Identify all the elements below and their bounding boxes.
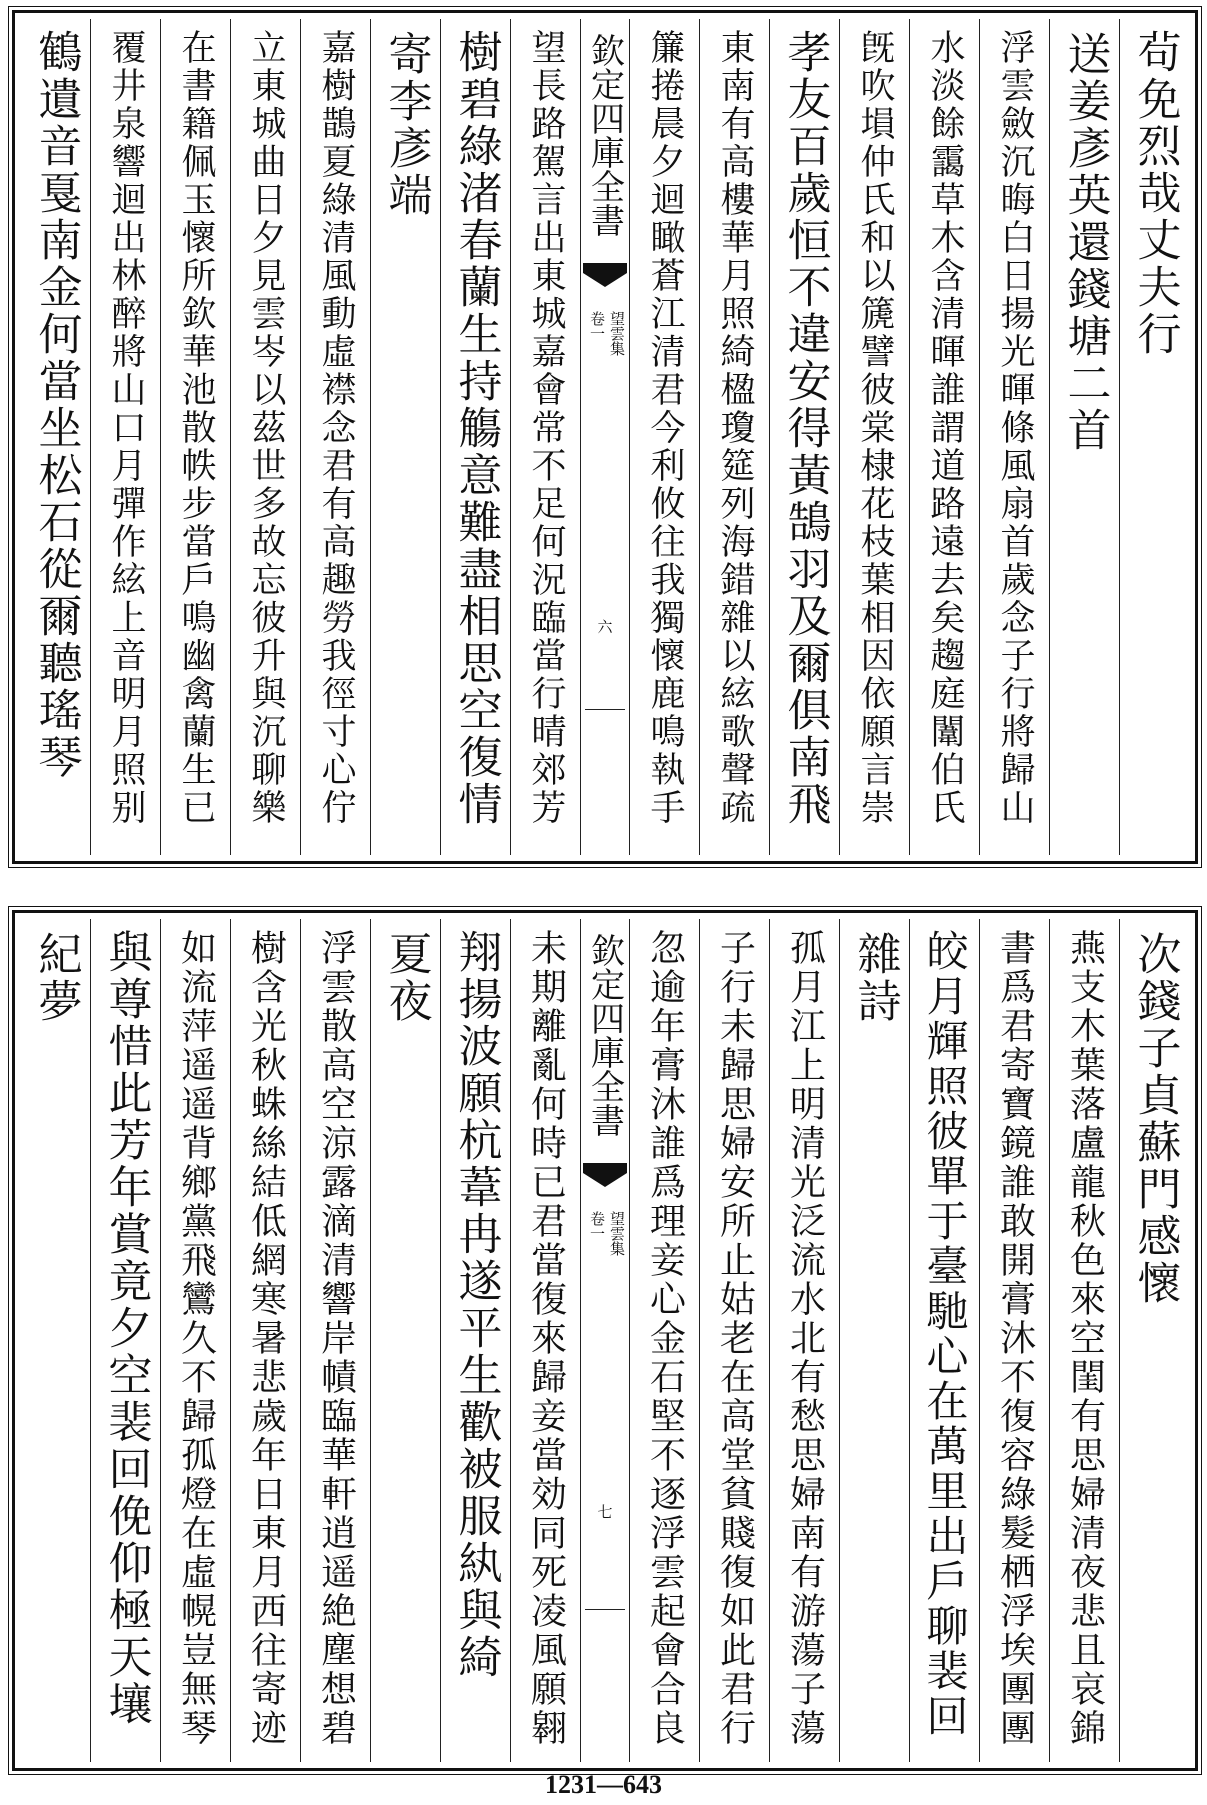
poem-title: 紀夢 [30,931,82,1025]
verse-line: 簾捲晨夕迴瞰蒼江清君今利攸往我獨懷鹿鳴執手 [645,29,685,827]
poem-title-column [839,919,909,1762]
verse-line: 水淡餘靄草木含清暉誰謂道路遠去矣趨庭闈伯氏 [925,29,965,827]
text-column [440,19,510,855]
lower-page [12,910,1198,1771]
text-column [230,19,300,855]
text-column [839,19,909,855]
center-fold-column [580,919,629,1762]
verse-line: 樹碧綠渚春蘭生持觴意難盡相思空復情 [450,29,502,828]
verse-line: 在書籍佩玉懷所欽華池散帙步當戶鳴幽禽蘭生已 [176,29,216,827]
center-rule [585,709,625,710]
collection-name: 望雲集 [608,1211,626,1256]
poem-title-column [21,919,90,1762]
verse-line: 茍免烈哉丈夫行 [1129,29,1181,358]
text-column [699,919,769,1762]
poem-title-column [370,19,440,855]
center-fold-column [580,19,629,855]
text-column [230,919,300,1762]
verse-line: 書爲君寄寶鏡誰敢開膏沐不復容綠髮栖浮埃團團 [994,929,1036,1748]
verse-line: 嘉樹鵲夏綠清風動虛襟念君有高趣勞我徑寸心佇 [316,29,356,827]
lower-page-columns [21,919,1189,1762]
text-column [909,919,979,1762]
text-column [300,19,370,855]
text-column [1119,19,1189,855]
verse-line: 樹含光秋蛛絲結低網寒暑悲歲年日東月西往寄迹 [245,929,287,1748]
chapter-label: 卷一 [588,311,606,341]
text-column [90,919,160,1762]
poem-title-column [1119,919,1189,1762]
text-column [160,19,230,855]
text-column [1049,919,1119,1762]
text-column [769,919,839,1762]
poem-title: 雜詩 [849,931,901,1025]
text-column [300,919,370,1762]
text-column [440,919,510,1762]
fishtail-mark [581,263,629,289]
page-code: 1231—643 [545,1770,662,1799]
poem-title-column [1049,19,1119,855]
poem-title-column [370,919,440,1762]
verse-line: 孤月江上明清光泛流水北有愁思婦南有游蕩子蕩 [784,929,826,1748]
text-column [699,19,769,855]
text-column [629,919,699,1762]
verse-line: 孝友百歲恒不違安得黃鵠羽及爾俱南飛 [779,29,831,828]
poem-title: 送姜彥英還錢塘二首 [1059,31,1111,454]
poem-title: 寄李彥端 [380,31,432,219]
verse-line: 如流萍遥遥背鄉黨飛鸞久不歸孤燈在虛幌豈無琴 [175,929,217,1748]
verse-line: 旣吹塤仲氏和以篪譬彼棠棣花枝葉相因依願言崇 [855,29,895,827]
text-column [979,919,1049,1762]
text-column [909,19,979,855]
text-column [510,919,580,1762]
verse-line: 忽逾年膏沐誰爲理妾心金石堅不逐浮雲起會合良 [644,929,686,1748]
verse-line: 未期離亂何時已君當復來歸妾當効同死凌風願翱 [525,929,567,1748]
verse-line: 浮雲斂沉晦白日揚光暉條風扇首歲念子行將歸山 [995,29,1035,827]
verse-line: 東南有高樓華月照綺楹瓊筵列海錯雜以絃歌聲疏 [715,29,755,827]
verse-line: 鶴遺音戛南金何當坐松石從爾聽瑤琴 [30,29,82,781]
text-column [979,19,1049,855]
upper-page [12,10,1198,864]
verse-line: 望長路駕言出東城嘉會常不足何況臨當行晴郊芳 [526,29,566,827]
book-title: 欽定四庫全書 [584,33,625,237]
text-column [769,19,839,855]
collection-name: 望雲集 [608,311,626,356]
text-column [90,19,160,855]
poem-title: 次錢子貞蘇門感懷 [1129,931,1181,1307]
chapter-label: 卷一 [588,1211,606,1241]
verse-line: 浮雲散高空涼露滴清響岸幘臨華軒逍遥絶塵想碧 [315,929,357,1748]
fishtail-mark [581,1163,629,1189]
leaf-number: 六 [595,619,614,634]
verse-line: 與尊惜此芳年賞竟夕空裴回俛仰極天壤 [100,929,152,1728]
text-column [510,19,580,855]
verse-line: 燕支木葉落盧龍秋色來空閨有思婦清夜悲且哀錦 [1064,929,1106,1748]
leaf-number: 七 [595,1504,614,1519]
upper-page-columns [21,19,1189,855]
text-column [160,919,230,1762]
verse-line: 覆井泉響迴出林醉將山口月彈作絃上音明月照别 [106,29,146,827]
poem-title: 夏夜 [380,931,432,1025]
verse-line: 子行未歸思婦安所止姑老在高堂貧賤復如此君行 [714,929,756,1748]
text-column [629,19,699,855]
verse-line: 皎月輝照彼單于臺馳心在萬里出戶聊裴回 [920,929,970,1739]
center-rule [585,1609,625,1610]
book-title: 欽定四庫全書 [584,933,625,1137]
text-column [21,19,90,855]
verse-line: 立東城曲日夕見雲岑以茲世多故忘彼升與沉聊樂 [246,29,286,827]
verse-line: 翔揚波願杭葦冉遂平生歡被服紈與綺 [450,929,502,1681]
